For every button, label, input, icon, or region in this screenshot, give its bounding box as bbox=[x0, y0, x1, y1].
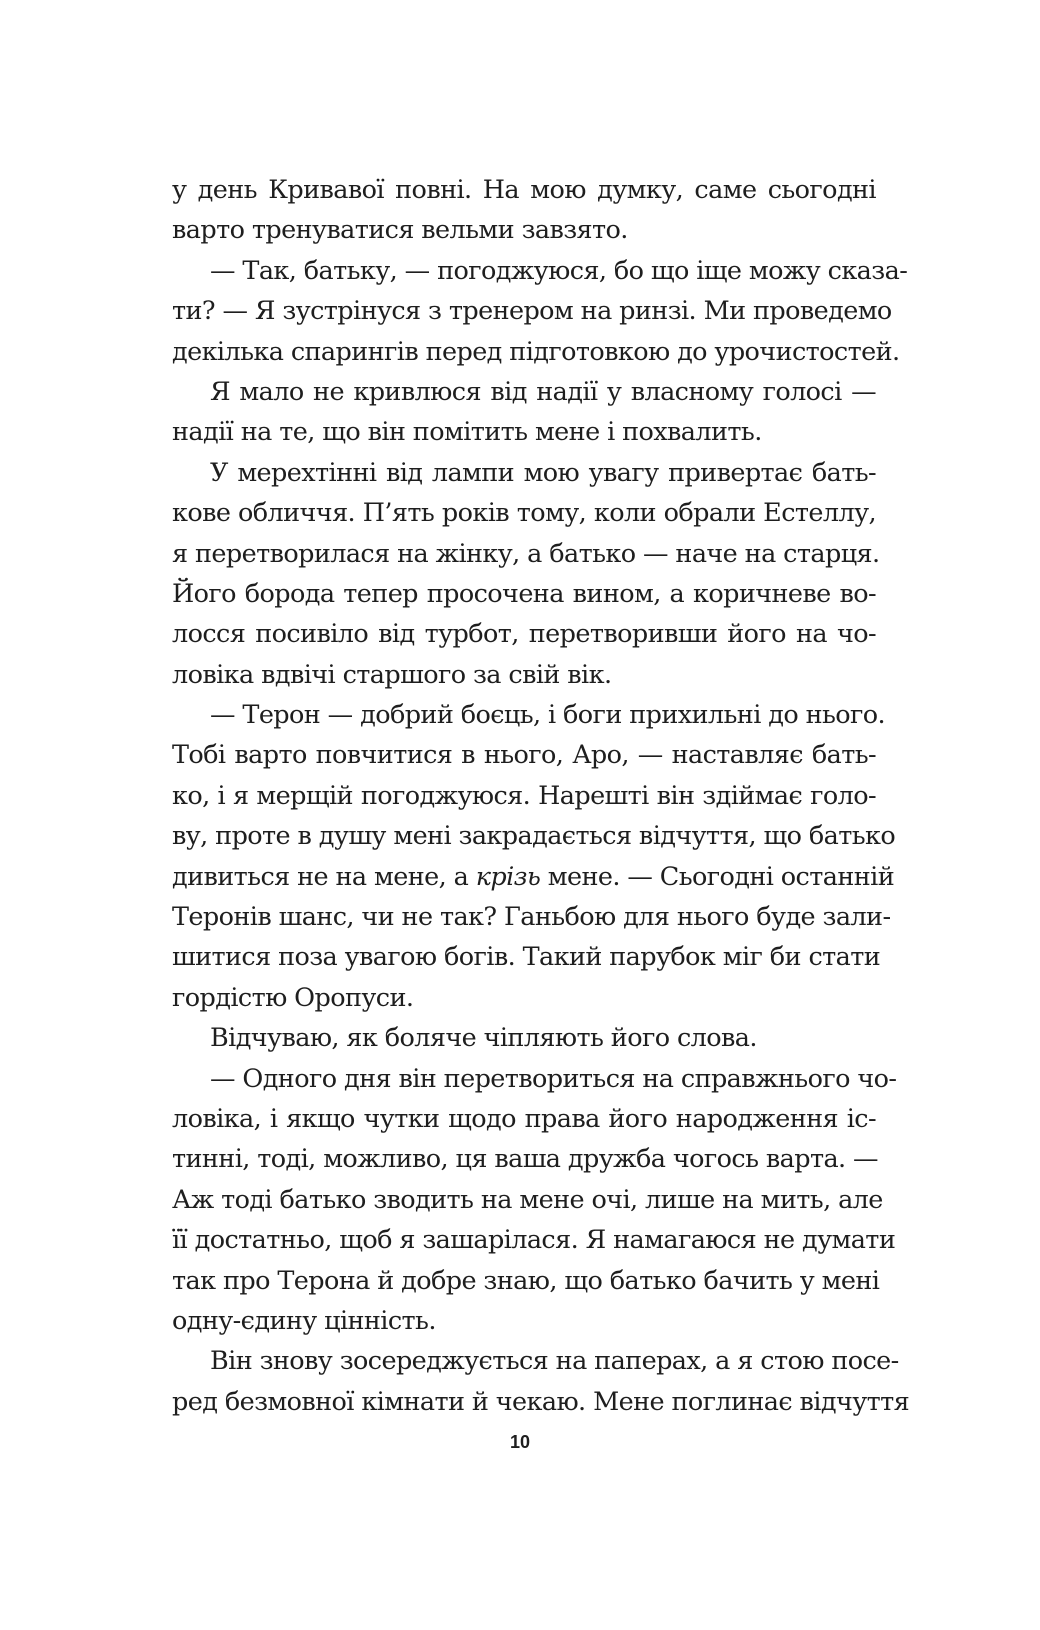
text-line: — Одного дня він перетвориться на справжнього чо- bbox=[210, 1063, 897, 1094]
text-line: кове обличчя. П’ять років тому, коли обрали Естеллу, bbox=[172, 498, 876, 529]
text-line: у день Кривавої повні. На мою думку, саме сьогодні bbox=[172, 175, 876, 205]
text-segment: мене. — Сьогодні останній bbox=[540, 861, 895, 892]
text-line: Він знову зосереджується на паперах, а я стою посе- bbox=[210, 1346, 899, 1377]
text-line: ти? — Я зустрінуся з тренером на ринзі. Ми проведемо bbox=[172, 296, 892, 327]
text-line-emphasis bbox=[172, 857, 895, 897]
text-line: шитися поза увагою богів. Такий парубок міг би стати bbox=[172, 942, 881, 973]
text-line: її достатньо, щоб я зашарілася. Я намагаюся не думати bbox=[172, 1225, 896, 1256]
text-line: я перетворилася на жінку, а батько — наче на старця. bbox=[172, 538, 880, 569]
page-number: 10 bbox=[509, 1432, 531, 1452]
emphasized-word: крізь bbox=[475, 861, 541, 892]
text-line: Я мало не кривлюся від надії у власному голосі — bbox=[210, 376, 876, 407]
text-line: — Так, батьку, — погоджуюся, бо що іще можу сказа- bbox=[210, 255, 908, 286]
text-line: У мерехтінні від лампи мою увагу привертає бать- bbox=[210, 457, 876, 488]
text-line: надії на те, що він помітить мене і похвалить. bbox=[172, 417, 762, 448]
text-line: ко, і я мерщій погоджуюся. Нарешті він здіймає голо- bbox=[172, 780, 876, 811]
text-line: — Терон — добрий боєць, і боги прихильні до нього. bbox=[210, 700, 886, 731]
text-line: Тобі варто повчитися в нього, Аро, — наставляє бать- bbox=[172, 740, 876, 771]
text-line: тинні, тоді, можливо, ця ваша дружба чогось варта. — bbox=[172, 1144, 878, 1175]
text-line: Його борода тепер просочена вином, а коричневе во- bbox=[172, 578, 876, 609]
text-line: варто тренуватися вельми завзято. bbox=[172, 215, 628, 246]
text-line: декілька спарингів перед підготовкою до урочистостей. bbox=[172, 336, 900, 367]
text-line: ловіка вдвічі старшого за свій вік. bbox=[172, 659, 612, 690]
text-line: так про Терона й добре знаю, що батько бачить у мені bbox=[172, 1265, 880, 1296]
text-line: лосся посивіло від турбот, перетворивши його на чо- bbox=[172, 619, 876, 650]
text-segment: дивиться не на мене, а bbox=[172, 861, 476, 892]
text-line: Теронів шанс, чи не так? Ганьбою для нього буде зали- bbox=[172, 902, 891, 933]
text-line: ловіка, і якщо чутки щодо права його народження іс- bbox=[172, 1103, 876, 1134]
body-text bbox=[172, 170, 910, 1422]
text-line: Аж тоді батько зводить на мене очі, лише на мить, але bbox=[172, 1184, 883, 1215]
text-line: ред безмовної кімнати й чекаю. Мене поглинає відчуття bbox=[172, 1386, 910, 1417]
text-line: ву, проте в душу мені закрадається відчуття, що батько bbox=[172, 821, 896, 852]
text-line: одну-єдину цінність. bbox=[172, 1305, 436, 1336]
text-line: Відчуваю, як боляче чіпляють його слова. bbox=[210, 1023, 757, 1054]
text-line: гордістю Оропуси. bbox=[172, 982, 414, 1013]
